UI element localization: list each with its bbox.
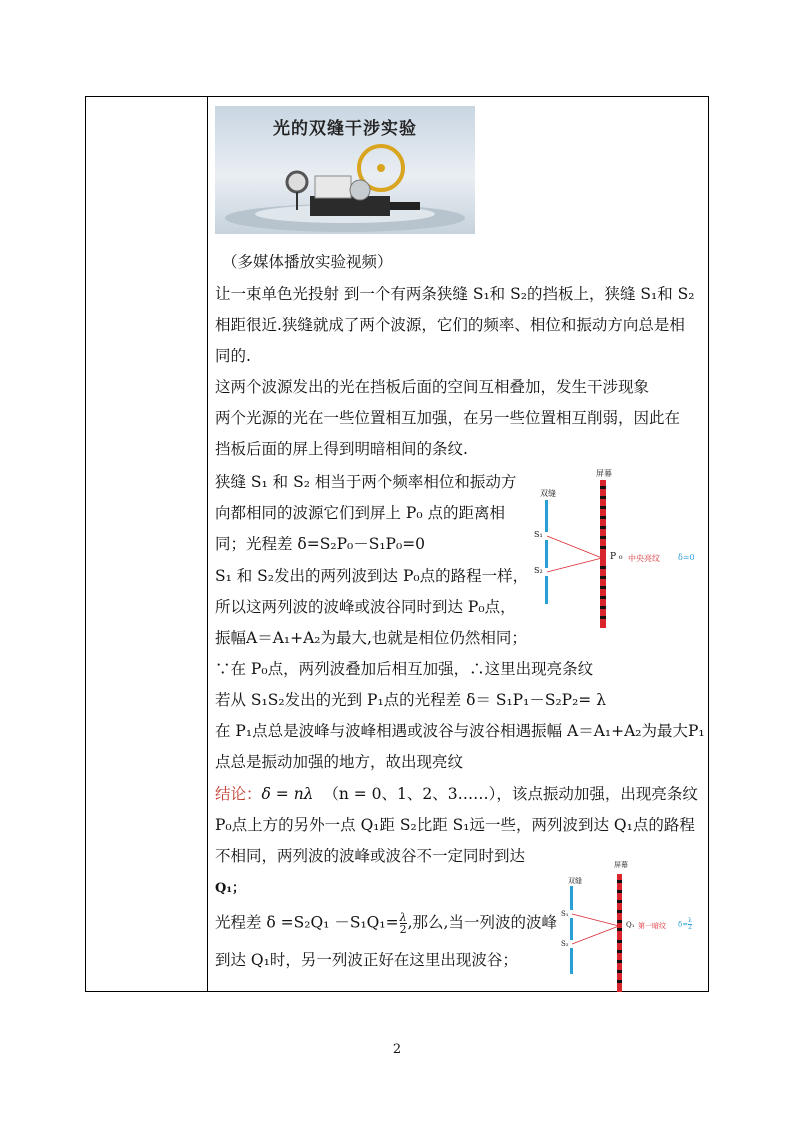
s2-label: S₂ <box>561 940 569 948</box>
conclusion-line <box>215 784 698 804</box>
paragraph-line: Q₁； <box>215 881 246 896</box>
paragraph-line: S₁ 和 S₂发出的两列波到达 P₀点的路程一样， <box>215 567 529 585</box>
video-title: 光的双缝干涉实验 <box>273 119 417 139</box>
paragraph-line: 振幅A＝A₁+A₂为最大,也就是相位仍然相同； <box>215 629 527 647</box>
paragraph-line: 两个光源的光在一些位置相互加强，在另一些位置相互削弱，因此在 <box>215 409 681 427</box>
paragraph-line: 让一束单色光投射 到一个有两条狭缝 S₁和 S₂的挡板上，狭缝 S₁和 S₂ <box>215 285 695 303</box>
apparatus-icon <box>215 106 475 234</box>
diagram-graphics <box>530 466 710 630</box>
s2-label: S₂ <box>534 566 543 575</box>
double-slit-diagram-bright <box>530 466 710 630</box>
path-difference-rest: ,那么,当一列波的波峰 <box>407 913 557 932</box>
conclusion-label: 结论： <box>215 785 262 803</box>
paragraph-line: 这两个波源发出的光在挡板后面的空间互相叠加，发生干涉现象 <box>215 378 650 396</box>
page-number: 2 <box>392 1042 402 1057</box>
slit-label: 双缝 <box>568 877 582 885</box>
conclusion-text: （n = 0、1、2、3……），该点振动加强，出现亮条纹 <box>323 785 698 803</box>
paragraph-line: 向都相同的波源它们到屏上 P₀ 点的距离相 <box>215 504 505 522</box>
center-bright-label: 中央亮纹 <box>628 554 660 563</box>
p0-label: P ₀ <box>610 552 623 562</box>
delta-text: δ= <box>678 920 689 929</box>
paragraph-line: P₀点上方的另外一点 Q₁距 S₂比距 S₁远一些，两列波到达 Q₁点的路程 <box>215 816 695 834</box>
half-lambda-fraction <box>400 912 407 935</box>
delta-denominator: 2 <box>688 924 692 931</box>
paragraph-line: 相距很近.狭缝就成了两个波源，它们的频率、相位和振动方向总是相 <box>215 316 685 334</box>
delta-numerator: λ <box>688 917 692 924</box>
paragraph-line: 狭缝 S₁ 和 S₂ 相当于两个频率相位和振动方 <box>215 473 517 491</box>
s1-label: S₁ <box>534 530 543 539</box>
experiment-video-thumbnail[interactable] <box>215 106 475 234</box>
fraction-numerator: λ <box>399 911 407 924</box>
paragraph-line: 挡板后面的屏上得到明暗相间的条纹. <box>215 440 468 458</box>
delta-zero-label: δ=0 <box>678 553 695 562</box>
double-slit-diagram-dark <box>560 860 710 992</box>
video-caption: （多媒体播放实验视频） <box>222 253 393 271</box>
table-column-divider <box>207 96 208 992</box>
paragraph-line: 到达 Q₁时，另一列波正好在这里出现波谷； <box>215 951 518 969</box>
q1-label: Q₁ <box>626 921 635 929</box>
paragraph-line: 同；光程差 δ=S₂P₀－S₁P₀=0 <box>215 535 426 553</box>
paragraph-line: 同的. <box>215 347 251 365</box>
slit-label: 双缝 <box>540 489 556 498</box>
delta-half-lambda-label <box>678 918 692 931</box>
conclusion-formula: δ = nλ <box>261 785 314 803</box>
paragraph-line: ∵在 P₀点，两列波叠加后相互加强，∴这里出现亮条纹 <box>215 660 594 678</box>
screen-label: 屏幕 <box>614 861 628 869</box>
path-difference-line <box>215 912 557 935</box>
first-dark-label: 第一暗纹 <box>638 922 666 930</box>
paragraph-line: 若从 S₁S₂发出的光到 P₁点的光程差 δ＝ S₁P₁－S₂P₂= λ <box>215 691 607 709</box>
fraction-denominator: 2 <box>399 923 407 936</box>
paragraph-line: 在 P₁点总是波峰与波峰相遇或波谷与波谷相遇振幅 A＝A₁+A₂为最大P₁ <box>215 722 705 740</box>
s1-label: S₁ <box>561 910 569 918</box>
paragraph-line: 点总是振动加强的地方，故出现亮纹 <box>215 753 464 771</box>
paragraph-line: 所以这两列波的波峰或波谷同时到达 P₀点， <box>215 598 516 616</box>
paragraph-line: 不相同，两列波的波峰或波谷不一定同时到达 <box>215 847 526 865</box>
screen-label: 屏幕 <box>596 469 612 478</box>
path-difference-text: 光程差 δ =S₂Q₁ －S₁Q₁= <box>215 913 399 932</box>
